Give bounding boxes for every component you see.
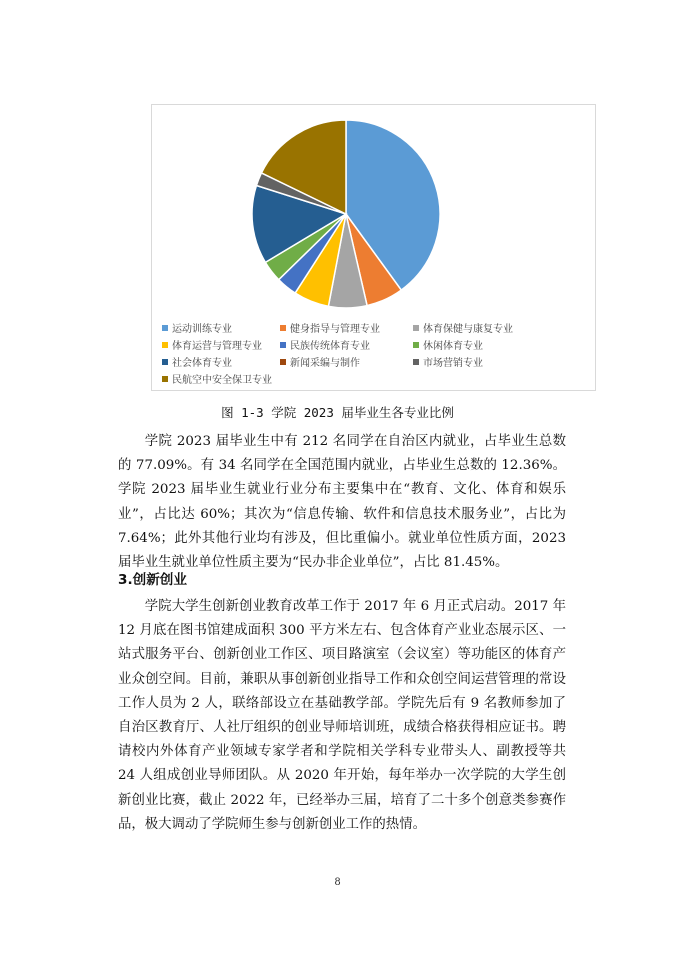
- legend-item: [280, 320, 413, 335]
- legend-item: [162, 320, 280, 335]
- legend-row: [162, 336, 587, 353]
- legend-swatch: [413, 359, 419, 365]
- legend-label: 新闻采编与制作: [290, 358, 360, 369]
- legend-swatch: [280, 342, 286, 348]
- section-heading: 3.创新创业: [118, 572, 187, 588]
- legend-label: 运动训练专业: [172, 324, 232, 335]
- chart-legend: [162, 319, 587, 387]
- legend-swatch: [162, 359, 168, 365]
- legend-swatch: [413, 325, 419, 331]
- legend-swatch: [280, 325, 286, 331]
- legend-item: [413, 320, 563, 335]
- figure-caption: 图 1-3 学院 2023 届毕业生各专业比例: [221, 405, 454, 420]
- legend-row: [162, 370, 587, 387]
- legend-swatch: [413, 342, 419, 348]
- legend-label: 民族传统体育专业: [290, 341, 370, 352]
- legend-item: [280, 337, 413, 352]
- legend-label: 民航空中安全保卫专业: [172, 375, 272, 386]
- legend-swatch: [280, 359, 286, 365]
- legend-label: 休闲体育专业: [423, 341, 483, 352]
- legend-row: [162, 353, 587, 370]
- legend-item: [162, 337, 280, 352]
- page-number: 8: [334, 877, 341, 888]
- legend-row: [162, 319, 587, 336]
- legend-item: [280, 354, 413, 369]
- pie-chart-plot: [152, 105, 597, 315]
- paragraph-text: 学院大学生创新创业教育改革工作于 2017 年 6 月正式启动。2017 年 12 月底在图书馆建成面积 300 平方米左右、包含体育产业业态展示区、一站式服务平台、创新创业工作区、项目路演室（会议室）等功能区的体育产业众创空间。目前，兼职从事创新创业指导工作和众创空间运营管理的常设工作人员为 2 人，联络部设立在基础教学部。学院先后有 9 名教师参加了自治区教育厅、人社厅组织的创业导师培训班，成绩合格获得相应证书。聘请校内外体育产业领域专家学者和学院相关学科专业带头人、副教授等共 24 人组成创业导师团队。从 2020 年开始，每年举办一次学院的大学生创新创业比赛，截止 2022 年，已经举办三届，培育了二十多个创意类参赛作品，极大调动了学院师生参与创新创业工作的热情。: [118, 599, 566, 832]
- legend-label: 社会体育专业: [172, 358, 232, 369]
- legend-label: 体育运营与管理专业: [172, 341, 262, 352]
- paragraph-text: 学院 2023 届毕业生中有 212 名同学在自治区内就业，占毕业生总数的 77.09%。有 34 名同学在全国范围内就业，占毕业生总数的 12.36%。学院 2023 届毕业生就业行业分布主要集中在“教育、文化、体育和娱乐业”，占比达 60%；其次为“信息传输、软件和信息技术服务业”，占比为 7.64%；此外其他行业均有涉及，但比重偏小。就业单位性质方面，2023 届毕业生就业单位性质主要为“民办非企业单位”，占比 81.45%。: [118, 434, 566, 571]
- legend-item: [162, 354, 280, 369]
- legend-item: [413, 337, 563, 352]
- legend-label: 健身指导与管理专业: [290, 324, 380, 335]
- legend-item: [162, 371, 280, 386]
- legend-swatch: [162, 342, 168, 348]
- legend-label: 市场营销专业: [423, 358, 483, 369]
- legend-swatch: [162, 325, 168, 331]
- legend-swatch: [162, 376, 168, 382]
- pie-chart: [151, 104, 596, 391]
- body-paragraph: [118, 430, 566, 575]
- body-paragraph: [118, 595, 566, 837]
- legend-label: 体育保健与康复专业: [423, 324, 513, 335]
- legend-item: [413, 354, 563, 369]
